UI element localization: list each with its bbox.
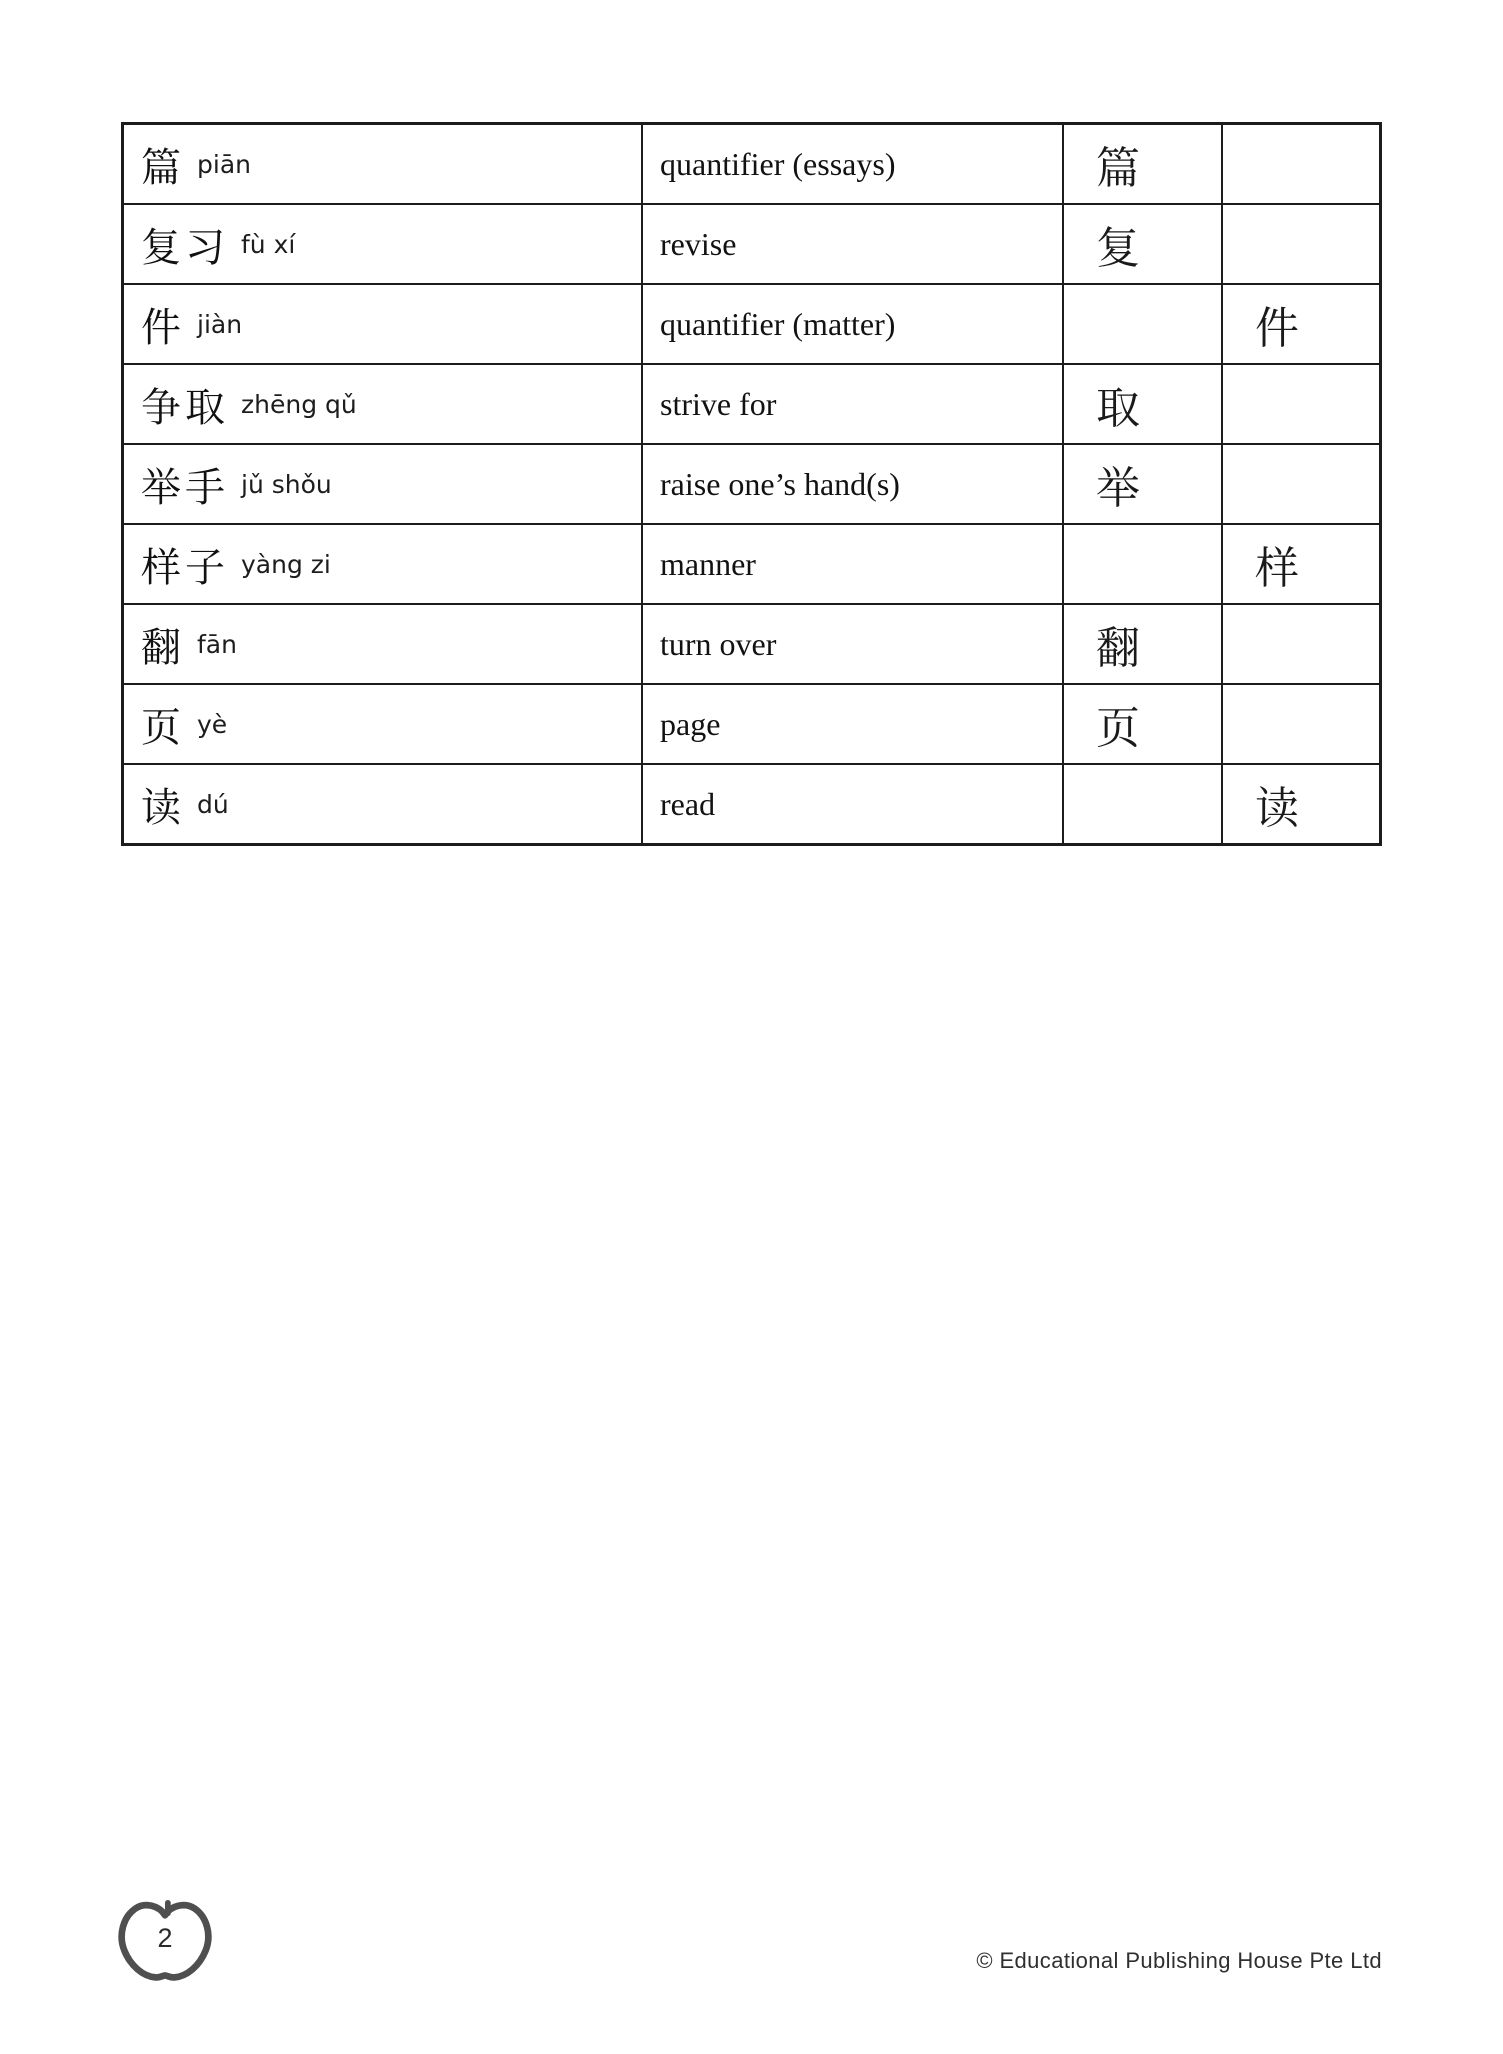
- pinyin-text: yàng zi: [241, 549, 331, 579]
- word-pinyin-cell: [124, 445, 643, 523]
- table-row: [124, 205, 1379, 285]
- handwritten-character: 举: [1096, 464, 1140, 513]
- hanzi-word: 读: [141, 784, 185, 830]
- handwritten-character: 翻: [1096, 624, 1140, 673]
- practice-cell-2: [1223, 125, 1379, 203]
- practice-cell-2: [1223, 605, 1379, 683]
- pinyin-text: fù xí: [241, 229, 296, 259]
- table-row: [124, 285, 1379, 365]
- pinyin-text: jǔ shǒu: [241, 469, 332, 499]
- table-row: [124, 125, 1379, 205]
- table-row: [124, 605, 1379, 685]
- english-meaning: page: [660, 705, 721, 742]
- meaning-cell: [643, 205, 1064, 283]
- hanzi-word: 样子: [141, 544, 229, 590]
- hanzi-word: 篇: [141, 144, 185, 190]
- hanzi-word: 翻: [141, 624, 185, 670]
- hanzi-word: 复习: [141, 224, 229, 270]
- pinyin-text: dú: [197, 789, 229, 819]
- english-meaning: read: [660, 785, 716, 822]
- practice-cell-1: [1064, 685, 1223, 763]
- meaning-cell: [643, 765, 1064, 843]
- word-pinyin-cell: [124, 765, 643, 843]
- handwritten-character: 复: [1096, 224, 1140, 273]
- practice-cell-1: [1064, 125, 1223, 203]
- english-meaning: strive for: [660, 385, 777, 422]
- english-meaning: manner: [660, 545, 756, 582]
- meaning-cell: [643, 605, 1064, 683]
- practice-cell-1: [1064, 285, 1223, 363]
- pinyin-text: piān: [197, 149, 251, 179]
- meaning-cell: [643, 685, 1064, 763]
- hanzi-word: 件: [141, 304, 185, 350]
- practice-cell-2: [1223, 525, 1379, 603]
- word-pinyin-cell: [124, 685, 643, 763]
- handwritten-character: 篇: [1096, 144, 1140, 193]
- handwritten-character: 页: [1096, 704, 1140, 753]
- copyright-text: © Educational Publishing House Pte Ltd: [976, 1948, 1382, 1973]
- practice-cell-1: [1064, 445, 1223, 523]
- english-meaning: turn over: [660, 625, 777, 662]
- word-pinyin-cell: [124, 125, 643, 203]
- meaning-cell: [643, 125, 1064, 203]
- handwritten-character: 读: [1255, 784, 1299, 833]
- practice-cell-1: [1064, 605, 1223, 683]
- table-row: [124, 445, 1379, 525]
- practice-cell-1: [1064, 525, 1223, 603]
- word-pinyin-cell: [124, 285, 643, 363]
- practice-cell-1: [1064, 205, 1223, 283]
- handwritten-character: 件: [1255, 304, 1299, 353]
- page-number: 2: [157, 1923, 173, 1953]
- pinyin-text: zhēng qǔ: [241, 389, 357, 419]
- meaning-cell: [643, 285, 1064, 363]
- pinyin-text: fān: [197, 629, 237, 659]
- handwritten-character: 取: [1096, 384, 1140, 433]
- english-meaning: revise: [660, 225, 737, 262]
- english-meaning: raise one’s hand(s): [660, 465, 900, 502]
- practice-cell-1: [1064, 365, 1223, 443]
- table-row: [124, 365, 1379, 445]
- practice-cell-2: [1223, 365, 1379, 443]
- meaning-cell: [643, 365, 1064, 443]
- pinyin-text: jiàn: [197, 309, 243, 339]
- practice-cell-2: [1223, 205, 1379, 283]
- practice-cell-2: [1223, 685, 1379, 763]
- vocabulary-table: [121, 122, 1382, 846]
- hanzi-word: 页: [141, 704, 185, 750]
- hanzi-word: 举手: [141, 464, 229, 510]
- hanzi-word: 争取: [141, 384, 229, 430]
- table-row: [124, 685, 1379, 765]
- word-pinyin-cell: [124, 605, 643, 683]
- pinyin-text: yè: [197, 709, 228, 739]
- word-pinyin-cell: [124, 525, 643, 603]
- word-pinyin-cell: [124, 205, 643, 283]
- word-pinyin-cell: [124, 365, 643, 443]
- english-meaning: quantifier (essays): [660, 145, 896, 182]
- english-meaning: quantifier (matter): [660, 305, 896, 342]
- table-row: [124, 525, 1379, 605]
- meaning-cell: [643, 525, 1064, 603]
- meaning-cell: [643, 445, 1064, 523]
- practice-cell-2: [1223, 445, 1379, 523]
- handwritten-character: 样: [1255, 544, 1299, 593]
- practice-cell-1: [1064, 765, 1223, 843]
- practice-cell-2: [1223, 285, 1379, 363]
- practice-cell-2: [1223, 765, 1379, 843]
- table-row: [124, 765, 1379, 843]
